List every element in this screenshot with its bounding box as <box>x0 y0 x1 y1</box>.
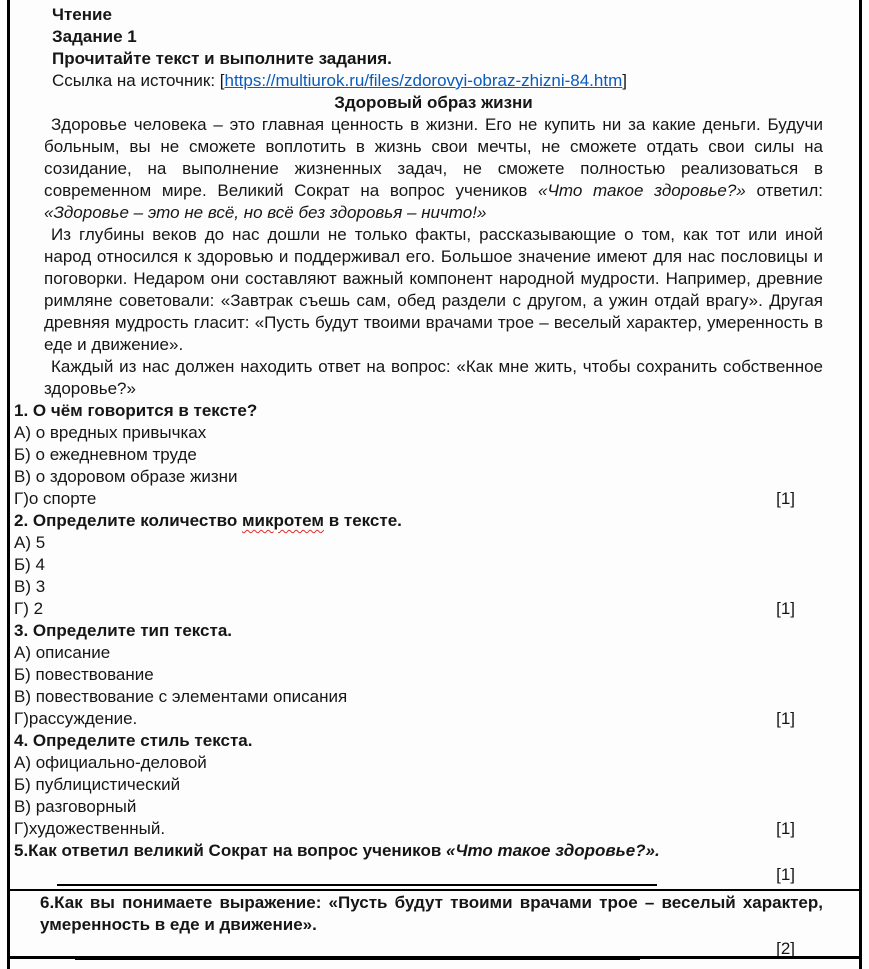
task-instruction: Прочитайте текст и выполните задания. <box>52 49 392 68</box>
section-divider <box>8 889 860 891</box>
question-1-option-v: В) о здоровом образе жизни <box>14 467 238 486</box>
question-5 <box>14 840 823 886</box>
points-badge: [1] <box>776 709 795 728</box>
page-bottom-border <box>8 956 859 959</box>
points-badge: [1] <box>776 599 795 618</box>
question-3-option-a: А) описание <box>14 643 111 662</box>
source-label: Ссылка на источник: [ <box>52 71 225 90</box>
question-6 <box>14 892 823 960</box>
question-5-title: 5.Как ответил великий Сократ на вопрос учеников «Что такое здоровье?». <box>14 841 660 860</box>
question-2-title: 2. Определите количество микротем в тексте. <box>14 511 402 530</box>
question-3-title: 3. Определите тип текста. <box>14 621 233 640</box>
question-3-option-b: Б) повествование <box>14 665 154 684</box>
points-badge: [1] <box>776 819 795 838</box>
question-4-title: 4. Определите стиль текста. <box>14 731 253 750</box>
task-header <box>52 4 823 92</box>
source-bracket-close: ] <box>622 71 627 90</box>
task-number: Задание 1 <box>52 27 137 46</box>
reading-passage <box>44 92 823 400</box>
question-2-option-g: Г) 2 <box>14 599 44 618</box>
passage-paragraph-2: Из глубины веков до нас дошли не только факты, рассказывающие о том, как тот или иной народ относился к здоровью и поддерживал его. Большое значение имеют для нас пословицы и поговорки. Недаром они составляют важный компонент народной мудрости. Например, древние римляне советовали: «Завтрак съешь сам, обед раздели с другом, а ужин отдай врагу». Другая древняя мудрость гласит: «Пусть будут твоими врачами трое – веселый характер, умеренность в еде и движение». <box>44 225 823 354</box>
page-border-right <box>859 0 862 969</box>
source-line <box>52 70 823 92</box>
points-badge: [1] <box>776 489 795 508</box>
passage-paragraph-1: Здоровье человека – это главная ценность в жизни. Его не купить ни за какие деньги. Будучи больным, вы не сможете воплотить в жизнь свои мечты, не сможете отдать свои силы на созидание, на выполнение жизненных задач, не сможете полностью реализоваться в современном мире. Великий Сократ на вопрос учеников «Что такое здоровье?» ответил: «Здоровье – это не всё, но всё без здоровья – ничто!» <box>44 115 823 222</box>
points-badge: [2] <box>776 939 795 958</box>
question-2-option-a: А) 5 <box>14 533 46 552</box>
question-1-title: 1. О чём говорится в тексте? <box>14 401 258 420</box>
question-3 <box>14 620 823 730</box>
passage-paragraph-3: Каждый из нас должен находить ответ на вопрос: «Как мне жить, чтобы сохранить собственное здоровье?» <box>44 357 823 398</box>
points-badge: [1] <box>776 865 795 884</box>
answer-blank-line <box>57 870 657 886</box>
source-link[interactable]: https://multiurok.ru/files/zdorovyi-obraz-zhizni-84.htm <box>224 71 623 90</box>
question-3-option-g: Г)рассуждение. <box>14 709 138 728</box>
question-4-option-a: А) официально-деловой <box>14 753 207 772</box>
section-title: Чтение <box>52 5 112 24</box>
question-4 <box>14 730 823 840</box>
question-4-option-v: В) разговорный <box>14 797 137 816</box>
question-1-option-b: Б) о ежедневном труде <box>14 445 197 464</box>
question-1-option-a: А) о вредных привычках <box>14 423 207 442</box>
question-1-option-g: Г)о спорте <box>14 489 97 508</box>
question-2 <box>14 510 823 620</box>
question-4-option-g: Г)художественный. <box>14 819 166 838</box>
article-title: Здоровый образ жизни <box>334 93 533 112</box>
question-1 <box>14 400 823 510</box>
page-border-left <box>7 0 10 969</box>
question-3-option-v: В) повествование с элементами описания <box>14 687 348 706</box>
question-6-title: 6.Как вы понимаете выражение: «Пусть будут твоими врачами трое – веселый характер, умеренность в еде и движение». <box>40 893 823 934</box>
question-5-answer-row <box>14 862 823 886</box>
question-4-option-b: Б) публицистический <box>14 775 181 794</box>
question-2-option-b: Б) 4 <box>14 555 45 574</box>
question-2-option-v: В) 3 <box>14 577 46 596</box>
